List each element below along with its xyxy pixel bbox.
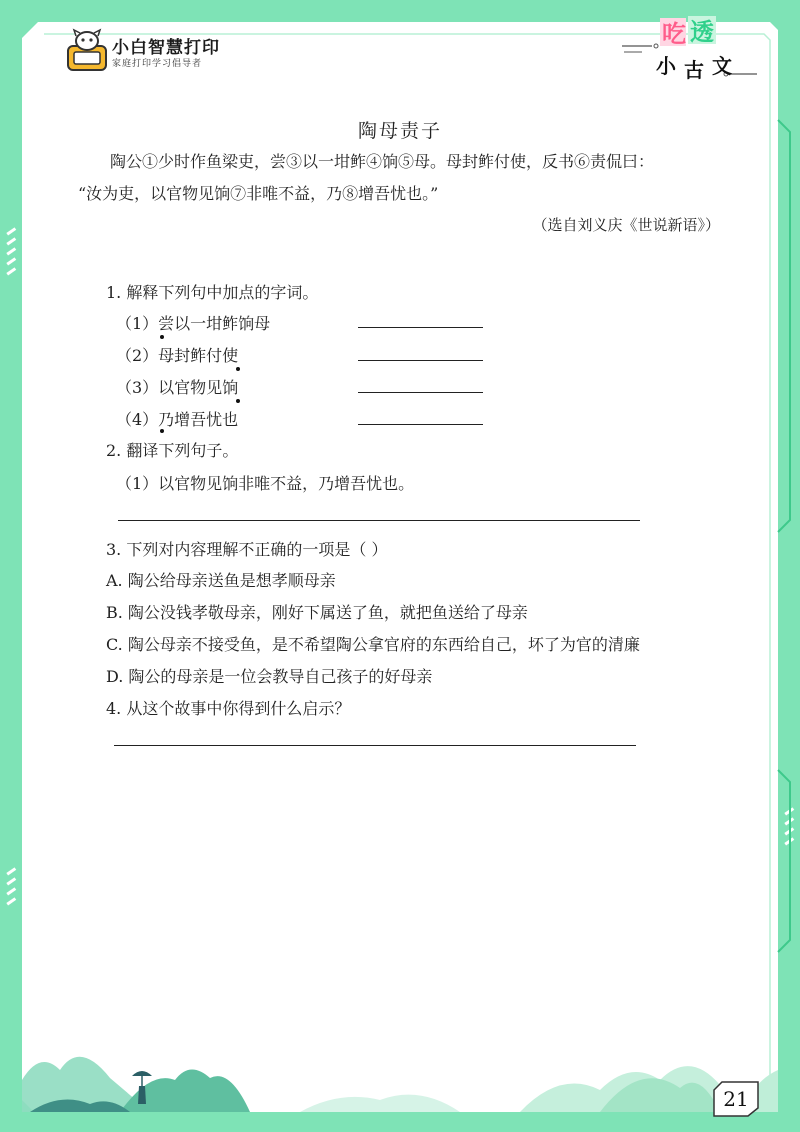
brand-slogan: 家庭打印学习倡导者 [112, 59, 203, 69]
question-1-item: （4）乃增吾忧也 [116, 410, 239, 429]
answer-line-4[interactable] [114, 745, 636, 746]
passage-line: “汝为吏，以官物见饷⑦非唯不益，乃⑧增吾忧也。” [78, 184, 439, 203]
passage-source: （选自刘义庆《世说新语》） [532, 216, 720, 234]
question-2-stem: 2. 翻译下列句子。 [106, 441, 239, 460]
series-char: 小 [656, 54, 676, 78]
passage-text [78, 146, 738, 210]
brand-name: 小白智慧打印 [112, 38, 220, 58]
question-1-item: （2）母封鲊付使 [116, 346, 239, 365]
question-1-item: （1）尝以一坩鲊饷母 [116, 314, 271, 333]
question-3-option-c[interactable]: C. 陶公母亲不接受鱼，是不希望陶公拿官府的东西给自己，坏了为官的清廉 [106, 635, 640, 654]
question-3-option-b[interactable]: B. 陶公没钱孝敬母亲，刚好下属送了鱼，就把鱼送给了母亲 [106, 603, 528, 622]
question-2-item: （1）以官物见饷非唯不益，乃增吾忧也。 [116, 474, 415, 493]
question-4-stem: 4. 从这个故事中你得到什么启示？ [106, 699, 351, 718]
answer-blank-1-3[interactable] [358, 392, 483, 393]
question-3-option-a[interactable]: A. 陶公给母亲送鱼是想孝顺母亲 [106, 571, 336, 590]
series-char: 古 [684, 58, 704, 82]
answer-blank-1-4[interactable] [358, 424, 483, 425]
passage-title: 陶母责子 [357, 120, 442, 142]
passage-line: 陶公①少时作鱼梁吏，尝③以一坩鲊④饷⑤母。母封鲊付使，反书⑥责侃曰： [110, 152, 655, 171]
question-1-item: （3）以官物见饷 [116, 378, 239, 397]
page-number: 21 [723, 1087, 749, 1111]
series-char: 吃 [662, 20, 686, 48]
emphasis-dot [160, 429, 164, 433]
answer-blank-1-1[interactable] [358, 327, 483, 328]
series-char: 透 [690, 18, 714, 46]
question-3-stem: 3. 下列对内容理解不正确的一项是（ ） [106, 540, 388, 559]
emphasis-dot [160, 335, 164, 339]
question-3-option-d[interactable]: D. 陶公的母亲是一位会教导自己孩子的好母亲 [106, 667, 433, 686]
question-1-stem: 1. 解释下列句中加点的字词。 [106, 283, 319, 302]
series-char: 文 [712, 54, 732, 78]
answer-blank-1-2[interactable] [358, 360, 483, 361]
series-badge [612, 8, 762, 88]
emphasis-dot [236, 399, 240, 403]
emphasis-dot [236, 367, 240, 371]
answer-line-2[interactable] [118, 520, 640, 521]
